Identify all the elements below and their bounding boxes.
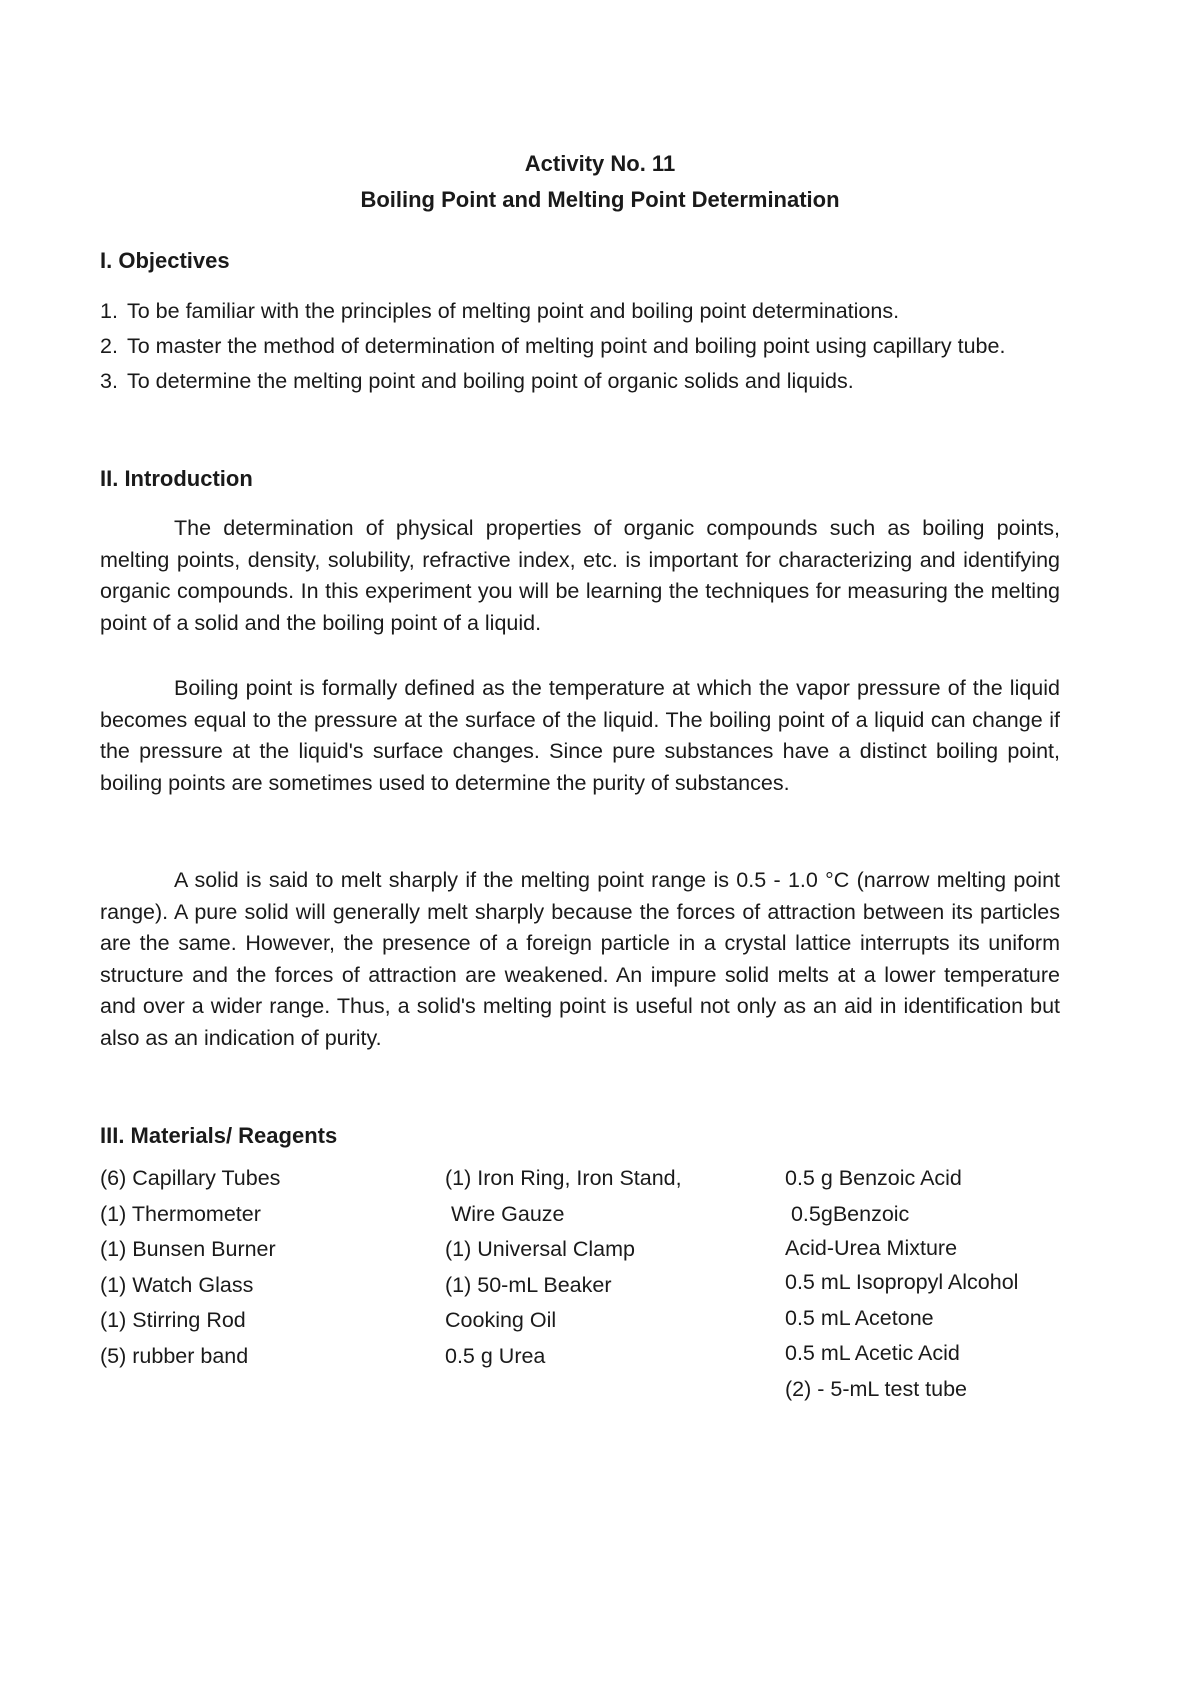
- reagent-item: 0.5 mL Acetone: [785, 1305, 934, 1330]
- objective-item: [100, 295, 1065, 327]
- objective-item: [100, 365, 1065, 397]
- reagent-item: 0.5gBenzoic: [785, 1201, 910, 1226]
- objective-text: To be familiar with the principles of melting point and boiling point determinations.: [127, 299, 900, 323]
- material-item: (1) Stirring Rod: [100, 1308, 246, 1332]
- objective-number: 2.: [100, 334, 118, 358]
- material-item: (1) Universal Clamp: [445, 1237, 635, 1261]
- material-item: (1) Bunsen Burner: [100, 1237, 276, 1261]
- materials-heading: III. Materials/ Reagents: [100, 1123, 338, 1148]
- material-item: Wire Gauze: [445, 1201, 565, 1226]
- material-item: (6) Capillary Tubes: [100, 1166, 281, 1190]
- material-item: (5) rubber band: [100, 1343, 249, 1368]
- objective-text: To determine the melting point and boiling point of organic solids and liquids.: [127, 369, 854, 393]
- materials-columns: [100, 1161, 1060, 1411]
- document-title: Boiling Point and Melting Point Determination: [360, 187, 840, 212]
- reagent-item: (2) - 5-mL test tube: [785, 1376, 968, 1401]
- introduction-heading: II. Introduction: [100, 466, 253, 491]
- reagent-item: 0.5 mL Isopropyl Alcohol: [785, 1270, 1019, 1294]
- materials-column-2: [445, 1161, 765, 1374]
- materials-column-1: [100, 1161, 430, 1374]
- material-item: 0.5 g Urea: [445, 1343, 546, 1368]
- material-item: (1) Iron Ring, Iron Stand,: [445, 1166, 682, 1190]
- document-title-block: [0, 146, 1200, 218]
- reagent-item: 0.5 mL Acetic Acid: [785, 1341, 960, 1365]
- objectives-list: [100, 295, 1065, 400]
- material-item: (1) Watch Glass: [100, 1272, 254, 1297]
- material-item: (1) 50-mL Beaker: [445, 1272, 612, 1297]
- objective-number: 3.: [100, 369, 118, 393]
- intro-paragraph-2: Boiling point is formally defined as the temperature at which the vapor pressure of the liquid becomes equal to the pressure at the surface of the liquid. The boiling point of a liquid can change if the pressure at the liquid's surface changes. Since pure substances have a distinct boiling point, boiling points are sometimes used to determine the purity of substances.: [100, 676, 1060, 795]
- material-item: Cooking Oil: [445, 1308, 557, 1332]
- activity-number: Activity No. 11: [524, 151, 676, 176]
- objective-item: [100, 330, 1065, 362]
- intro-paragraph-3: A solid is said to melt sharply if the melting point range is 0.5 - 1.0 °C (narrow melting point range). A pure solid will generally melt sharply because the forces of attraction between its particles are the same. However, the presence of a foreign particle in a crystal lattice interrupts its uniform structure and the forces of attraction are weakened. An impure solid melts at a lower temperature and over a wider range. Thus, a solid's melting point is useful not only as an aid in identification but also as an indication of purity.: [100, 868, 1060, 1050]
- objective-number: 1.: [100, 299, 118, 323]
- reagent-item: Acid-Urea Mixture: [785, 1236, 958, 1260]
- material-item: (1) Thermometer: [100, 1201, 261, 1226]
- intro-paragraph-1: The determination of physical properties of organic compounds such as boiling points, melting points, density, solubility, refractive index, etc. is important for characterizing and identifying organic compounds. In this experiment you will be learning the techniques for measuring the melting point of a solid and the boiling point of a liquid.: [100, 516, 1060, 635]
- objective-text: To master the method of determination of melting point and boiling point using capillary tube.: [127, 334, 1006, 358]
- materials-column-3: [785, 1161, 1075, 1407]
- reagent-item: 0.5 g Benzoic Acid: [785, 1166, 962, 1190]
- objectives-heading: I. Objectives: [100, 248, 230, 273]
